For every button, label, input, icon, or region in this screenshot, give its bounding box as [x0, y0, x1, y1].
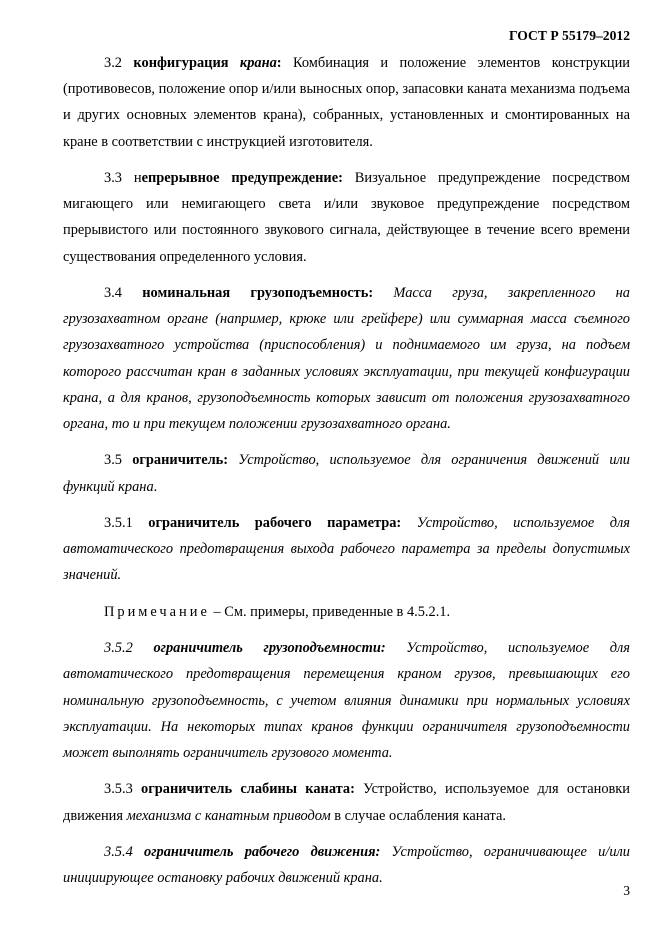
text-run: Устройство, используемое для автоматического предотвращения перемещения краном грузов, превышающих его номинальную грузоподъемность, с учетом влияния динамики при нормальных условиях эксплуатации. На некоторых типах кранов функции ограничителя грузоподъемности может выполнять ограничитель грузового момента. [63, 640, 630, 761]
text-run: 3.2 [104, 55, 134, 71]
document-code: ГОСТ Р 55179–2012 [508, 28, 630, 43]
section-paragraph [63, 839, 630, 891]
section-paragraph [63, 447, 630, 499]
document-body [63, 50, 630, 902]
section-paragraph [63, 510, 630, 589]
text-run: ограничитель: [132, 452, 229, 469]
text-run: 3.5.1 [104, 515, 149, 531]
text-run: . [153, 478, 158, 495]
text-run: в случае ослабления каната. [330, 807, 506, 824]
text-run: Устройство, используемое для автоматического предотвращения выхода рабочего параметра за пределы допустимых значений. [63, 515, 630, 584]
text-run: номинальная грузоподъемность: [142, 285, 374, 301]
text-run: ограничитель слабины каната: [141, 781, 355, 798]
page-number: 3 [623, 883, 630, 898]
text-run: ограничитель грузоподъемности: [153, 640, 386, 657]
text-run: епрерывное предупреждение: [141, 170, 343, 186]
text-run: 3.5.2 [104, 640, 154, 657]
text-run: 3.5.3 [104, 781, 142, 798]
text-run: механизма с канатным приводом [126, 807, 331, 824]
section-paragraph [63, 599, 630, 625]
text-run: – См. примеры, приведенные в 4.5.2.1. [209, 603, 451, 620]
text-run: 3.5.4 [104, 843, 145, 860]
text-run: Устройство, ограничивающее и/или инициирующее остановку рабочих движений крана. [63, 843, 630, 887]
section-paragraph [63, 280, 630, 437]
text-run: Устройство, используемое для остановки движения [63, 781, 631, 824]
section-paragraph [63, 635, 630, 766]
text-run: ограничитель рабочего параметра: [148, 515, 402, 531]
text-run: 3.5 [104, 452, 133, 469]
text-run: Масса груза, закрепленного на грузозахватном органе (например, крюке или грейфере) или суммарная масса съемного грузозахватного устройства (приспособления) и поднимаемого им груза, на подъем которого рассчитан кран в заданных условиях эксплуатации, при текущей конфигурации крана, а для кранов, грузоподъемность которых зависит от положения грузозахватного органа, то и при текущем положении грузозахватного органа. [63, 285, 630, 433]
section-paragraph [63, 50, 630, 155]
text-run: Визуальное предупреждение посредством мигающего или немигающего света и/или звуковое предупреждение посредством прерывистого или постоянного звукового сигнала, действующее в течение всего времени существования определенного условия. [63, 170, 630, 265]
text-run: крана [239, 55, 277, 71]
text-run: Комбинация и положение элементов конструкции (противовесов, положение опор и/или выносных опор, запасовки каната механизма подъема и других основных элементов крана), собранных, установленных и смонтированных на кране в соответствии с инструкцией изготовителя. [63, 55, 631, 150]
text-run: Устройство, используемое для ограничения движений или функций крана [63, 452, 630, 495]
text-run: 3.4 [104, 285, 143, 301]
text-run: : [276, 55, 282, 71]
section-paragraph [63, 165, 630, 270]
text-run: 3.3 н [104, 170, 142, 186]
note-label: Примечание [104, 603, 210, 620]
section-paragraph [63, 776, 630, 828]
text-run: конфигурация [133, 55, 240, 71]
text-run: ограничитель рабочего движения: [144, 843, 381, 860]
